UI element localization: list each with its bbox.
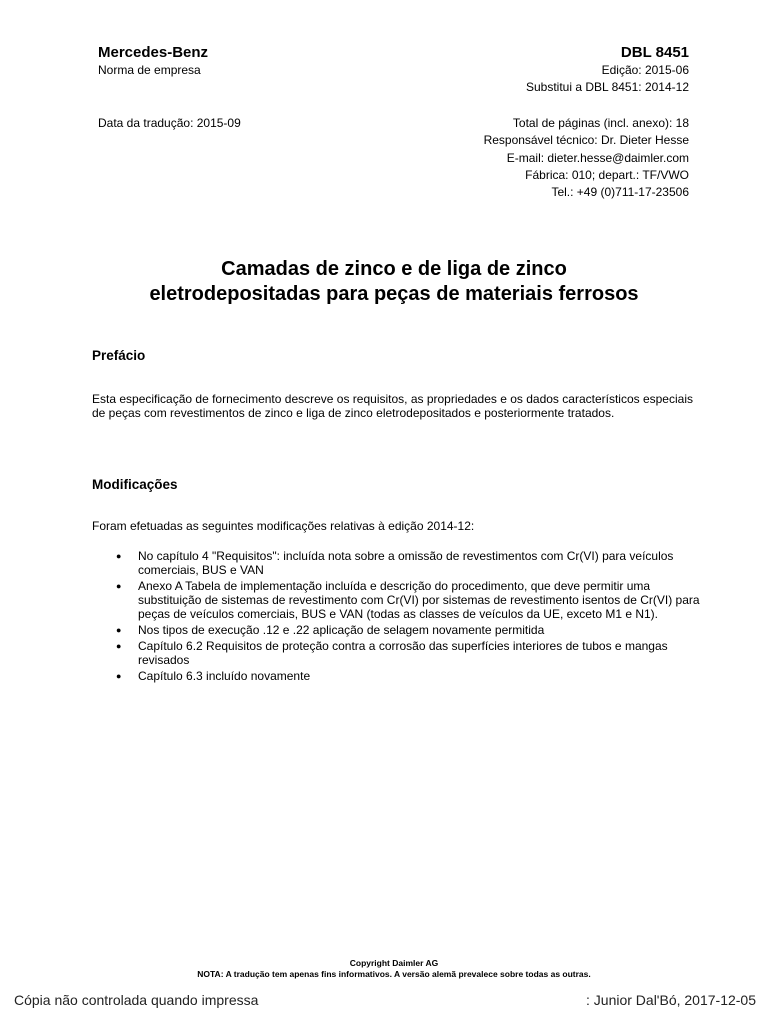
- list-item-text: Anexo A Tabela de implementação incluída e descrição do procedimento, que deve permitir uma substituição de sistemas de revestimento com Cr(VI) por sistemas de revestimento isentos de Cr(VI) para peças de veículos comerciais, BUS e VAN (todas as classes de veículos da UE, exceto M1 e N1).: [138, 579, 700, 621]
- list-item: [92, 579, 702, 621]
- translation-date: Data da tradução: 2015-09: [98, 116, 241, 130]
- preface-heading: Prefácio: [92, 348, 146, 363]
- bullet-icon: ●: [116, 581, 122, 591]
- header-info: [484, 115, 689, 201]
- list-item: [92, 669, 702, 683]
- list-item-text: Capítulo 6.2 Requisitos de proteção contra a corrosão das superfícies interiores de tubos e mangas revisados: [138, 639, 668, 667]
- list-item: [92, 549, 702, 577]
- title-line-1: Camadas de zinco e de liga de zinco: [221, 258, 567, 280]
- telephone: Tel.: +49 (0)711-17-23506: [551, 185, 689, 200]
- bullet-icon: ●: [116, 641, 122, 651]
- header-right: [526, 44, 689, 96]
- email: E-mail: dieter.hesse@daimler.com: [506, 150, 689, 165]
- list-item-text: No capítulo 4 "Requisitos": incluída nota sobre a omissão de revestimentos com Cr(VI) para veículos comerciais, BUS e VAN: [138, 549, 674, 577]
- title-line-2: eletrodepositadas para peças de materiais ferrosos: [149, 283, 639, 305]
- plant-department: Fábrica: 010; depart.: TF/VWO: [525, 167, 689, 182]
- modifications-heading: Modificações: [92, 477, 178, 492]
- bullet-icon: ●: [116, 671, 122, 681]
- list-item: [92, 639, 702, 667]
- total-pages: Total de páginas (incl. anexo): 18: [512, 116, 689, 130]
- footer-user-date: : Junior Dal'Bó, 2017-12-05: [586, 992, 756, 1008]
- list-item-text: Capítulo 6.3 incluído novamente: [138, 669, 311, 683]
- copyright-notice: [0, 958, 768, 980]
- company-subtitle: Norma de empresa: [98, 63, 201, 77]
- bullet-icon: ●: [116, 625, 122, 635]
- replaces: Substitui a DBL 8451: 2014-12: [525, 80, 689, 94]
- list-item-text: Nos tipos de execução .12 e .22 aplicação de selagem novamente permitida: [138, 623, 545, 637]
- technical-responsible: Responsável técnico: Dr. Dieter Hesse: [483, 133, 689, 148]
- footer-uncontrolled-copy: Cópia não controlada quando impressa: [14, 992, 259, 1008]
- copyright-line: Copyright Daimler AG: [349, 958, 439, 968]
- modifications-intro: Foram efetuadas as seguintes modificações relativas à edição 2014-12:: [92, 519, 475, 533]
- translation-note: NOTA: A tradução tem apenas fins informativos. A versão alemã prevalece sobre todas as outras.: [197, 969, 591, 979]
- modifications-list: [92, 549, 702, 685]
- header-left: [98, 44, 208, 79]
- document-title: [0, 257, 768, 307]
- preface-text: Esta especificação de fornecimento descreve os requisitos, as propriedades e os dados característicos especiais de peças com revestimentos de zinco e liga de zinco eletrodepositados e posteriormente tratados.: [92, 392, 693, 420]
- list-item: [92, 623, 702, 637]
- bullet-icon: ●: [116, 551, 122, 561]
- company-name: Mercedes-Benz: [98, 44, 209, 61]
- edition: Edição: 2015-06: [601, 63, 689, 77]
- document-number: DBL 8451: [620, 44, 689, 61]
